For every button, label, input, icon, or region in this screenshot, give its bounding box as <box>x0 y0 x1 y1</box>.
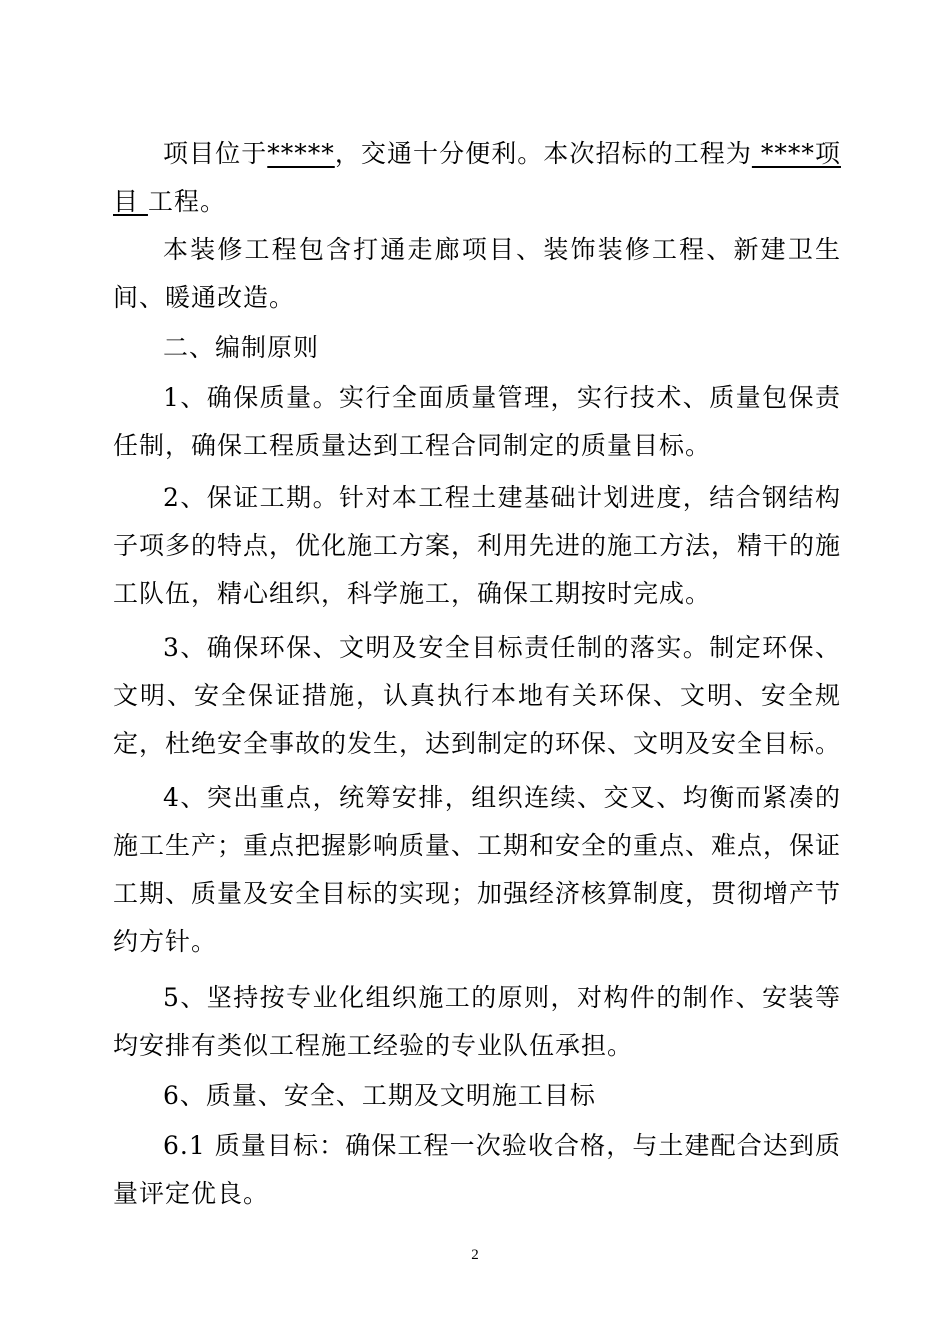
paragraph-quality-target: 6.1 质量目标：确保工程一次验收合格，与土建配合达到质量评定优良。 <box>113 1131 841 1208</box>
text-segment: ，交通十分便利。本次招标的工程为 <box>334 139 752 168</box>
paragraph-principle-2: 2、保证工期。针对本工程土建基础计划进度，结合钢结构子项多的特点，优化施工方案，利用先进的施工方法，精干的施工队伍，精心组织，科学施工，确保工期按时完成。 <box>113 483 842 608</box>
text-segment: 工程。 <box>147 187 226 216</box>
underlined-project-name: ****项目 <box>113 139 841 216</box>
paragraph-scope: 本装修工程包含打通走廊项目、装饰装修工程、新建卫生间、暖通改造。 <box>113 235 841 312</box>
paragraph-principle-6: 6、质量、安全、工期及文明施工目标 <box>163 1081 596 1110</box>
section-heading: 二、编制原则 <box>163 333 320 362</box>
paragraph-principle-3: 3、确保环保、文明及安全目标责任制的落实。制定环保、文明、安全保证措施，认真执行本地有关环保、文明、安全规定，杜绝安全事故的发生，达到制定的环保、文明及安全目标。 <box>113 633 842 758</box>
paragraph-principle-4: 4、突出重点，统筹安排，组织连续、交叉、均衡而紧凑的施工生产；重点把握影响质量、工期和安全的重点、难点，保证工期、质量及安全目标的实现；加强经济核算制度，贯彻增产节约方针。 <box>113 783 842 956</box>
page-number: 2 <box>471 1247 479 1263</box>
paragraph-principle-5: 5、坚持按专业化组织施工的原则，对构件的制作、安装等均安排有类似工程施工经验的专业队伍承担。 <box>113 983 841 1060</box>
text-segment: 项目位于 <box>163 139 268 168</box>
paragraph-project-location <box>113 130 841 226</box>
paragraph-principle-1: 1、确保质量。实行全面质量管理，实行技术、质量包保责任制，确保工程质量达到工程合同制定的质量目标。 <box>113 383 841 460</box>
underlined-location: ***** <box>267 139 335 168</box>
